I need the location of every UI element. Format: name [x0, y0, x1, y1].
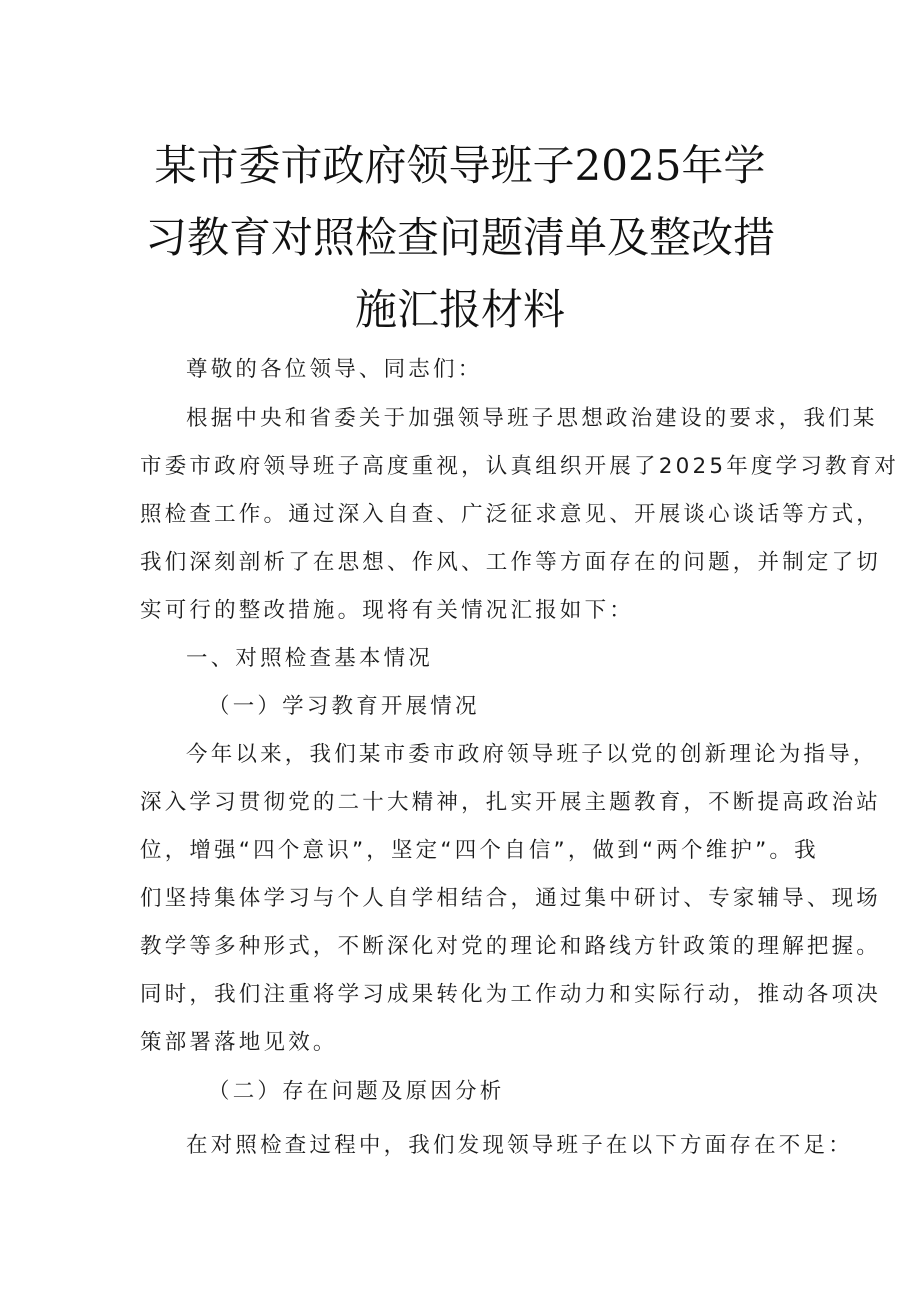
- paragraph-line: 教学等多种形式，不断深化对党的理论和路线方针政策的理解把握。: [140, 934, 882, 959]
- intro-line: 根据中央和省委关于加强领导班子思想政治建设的要求，我们某: [186, 406, 878, 431]
- intro-line: 我们深刻剖析了在思想、作风、工作等方面存在的问题，并制定了切: [140, 550, 882, 575]
- intro-line: 实可行的整改措施。现将有关情况汇报如下：: [140, 598, 635, 623]
- paragraph-line: 在对照检查过程中，我们发现领导班子在以下方面存在不足：: [186, 1133, 853, 1158]
- salutation: 尊敬的各位领导、同志们：: [186, 357, 483, 382]
- paragraph-line: 位，增强“四个意识”，坚定“四个自信”，做到“两个维护”。我: [140, 838, 819, 863]
- document-title: 某市委市政府领导班子2025年学习教育对照检查问题清单及整改措施汇报材料: [144, 141, 775, 334]
- paragraph-line: 深入学习贯彻党的二十大精神，扎实开展主题教育，不断提高政治站: [140, 790, 882, 815]
- paragraph-line: 同时，我们注重将学习成果转化为工作动力和实际行动，推动各项决: [140, 982, 882, 1007]
- paragraph-line: 今年以来，我们某市委市政府领导班子以党的创新理论为指导，: [186, 742, 878, 767]
- intro-line: 市委市政府领导班子高度重视，认真组织开展了2025年度学习教育对: [140, 454, 900, 479]
- section-heading: 一、对照检查基本情况: [186, 646, 434, 671]
- paragraph-line: 策部署落地见效。: [140, 1030, 338, 1055]
- paragraph-line: 们坚持集体学习与个人自学相结合，通过集中研讨、专家辅导、现场: [140, 886, 882, 911]
- subsection-heading: （二）存在问题及原因分析: [208, 1079, 505, 1104]
- intro-line: 照检查工作。通过深入自查、广泛征求意见、开展谈心谈话等方式，: [140, 502, 882, 527]
- subsection-heading: （一）学习教育开展情况: [208, 694, 480, 719]
